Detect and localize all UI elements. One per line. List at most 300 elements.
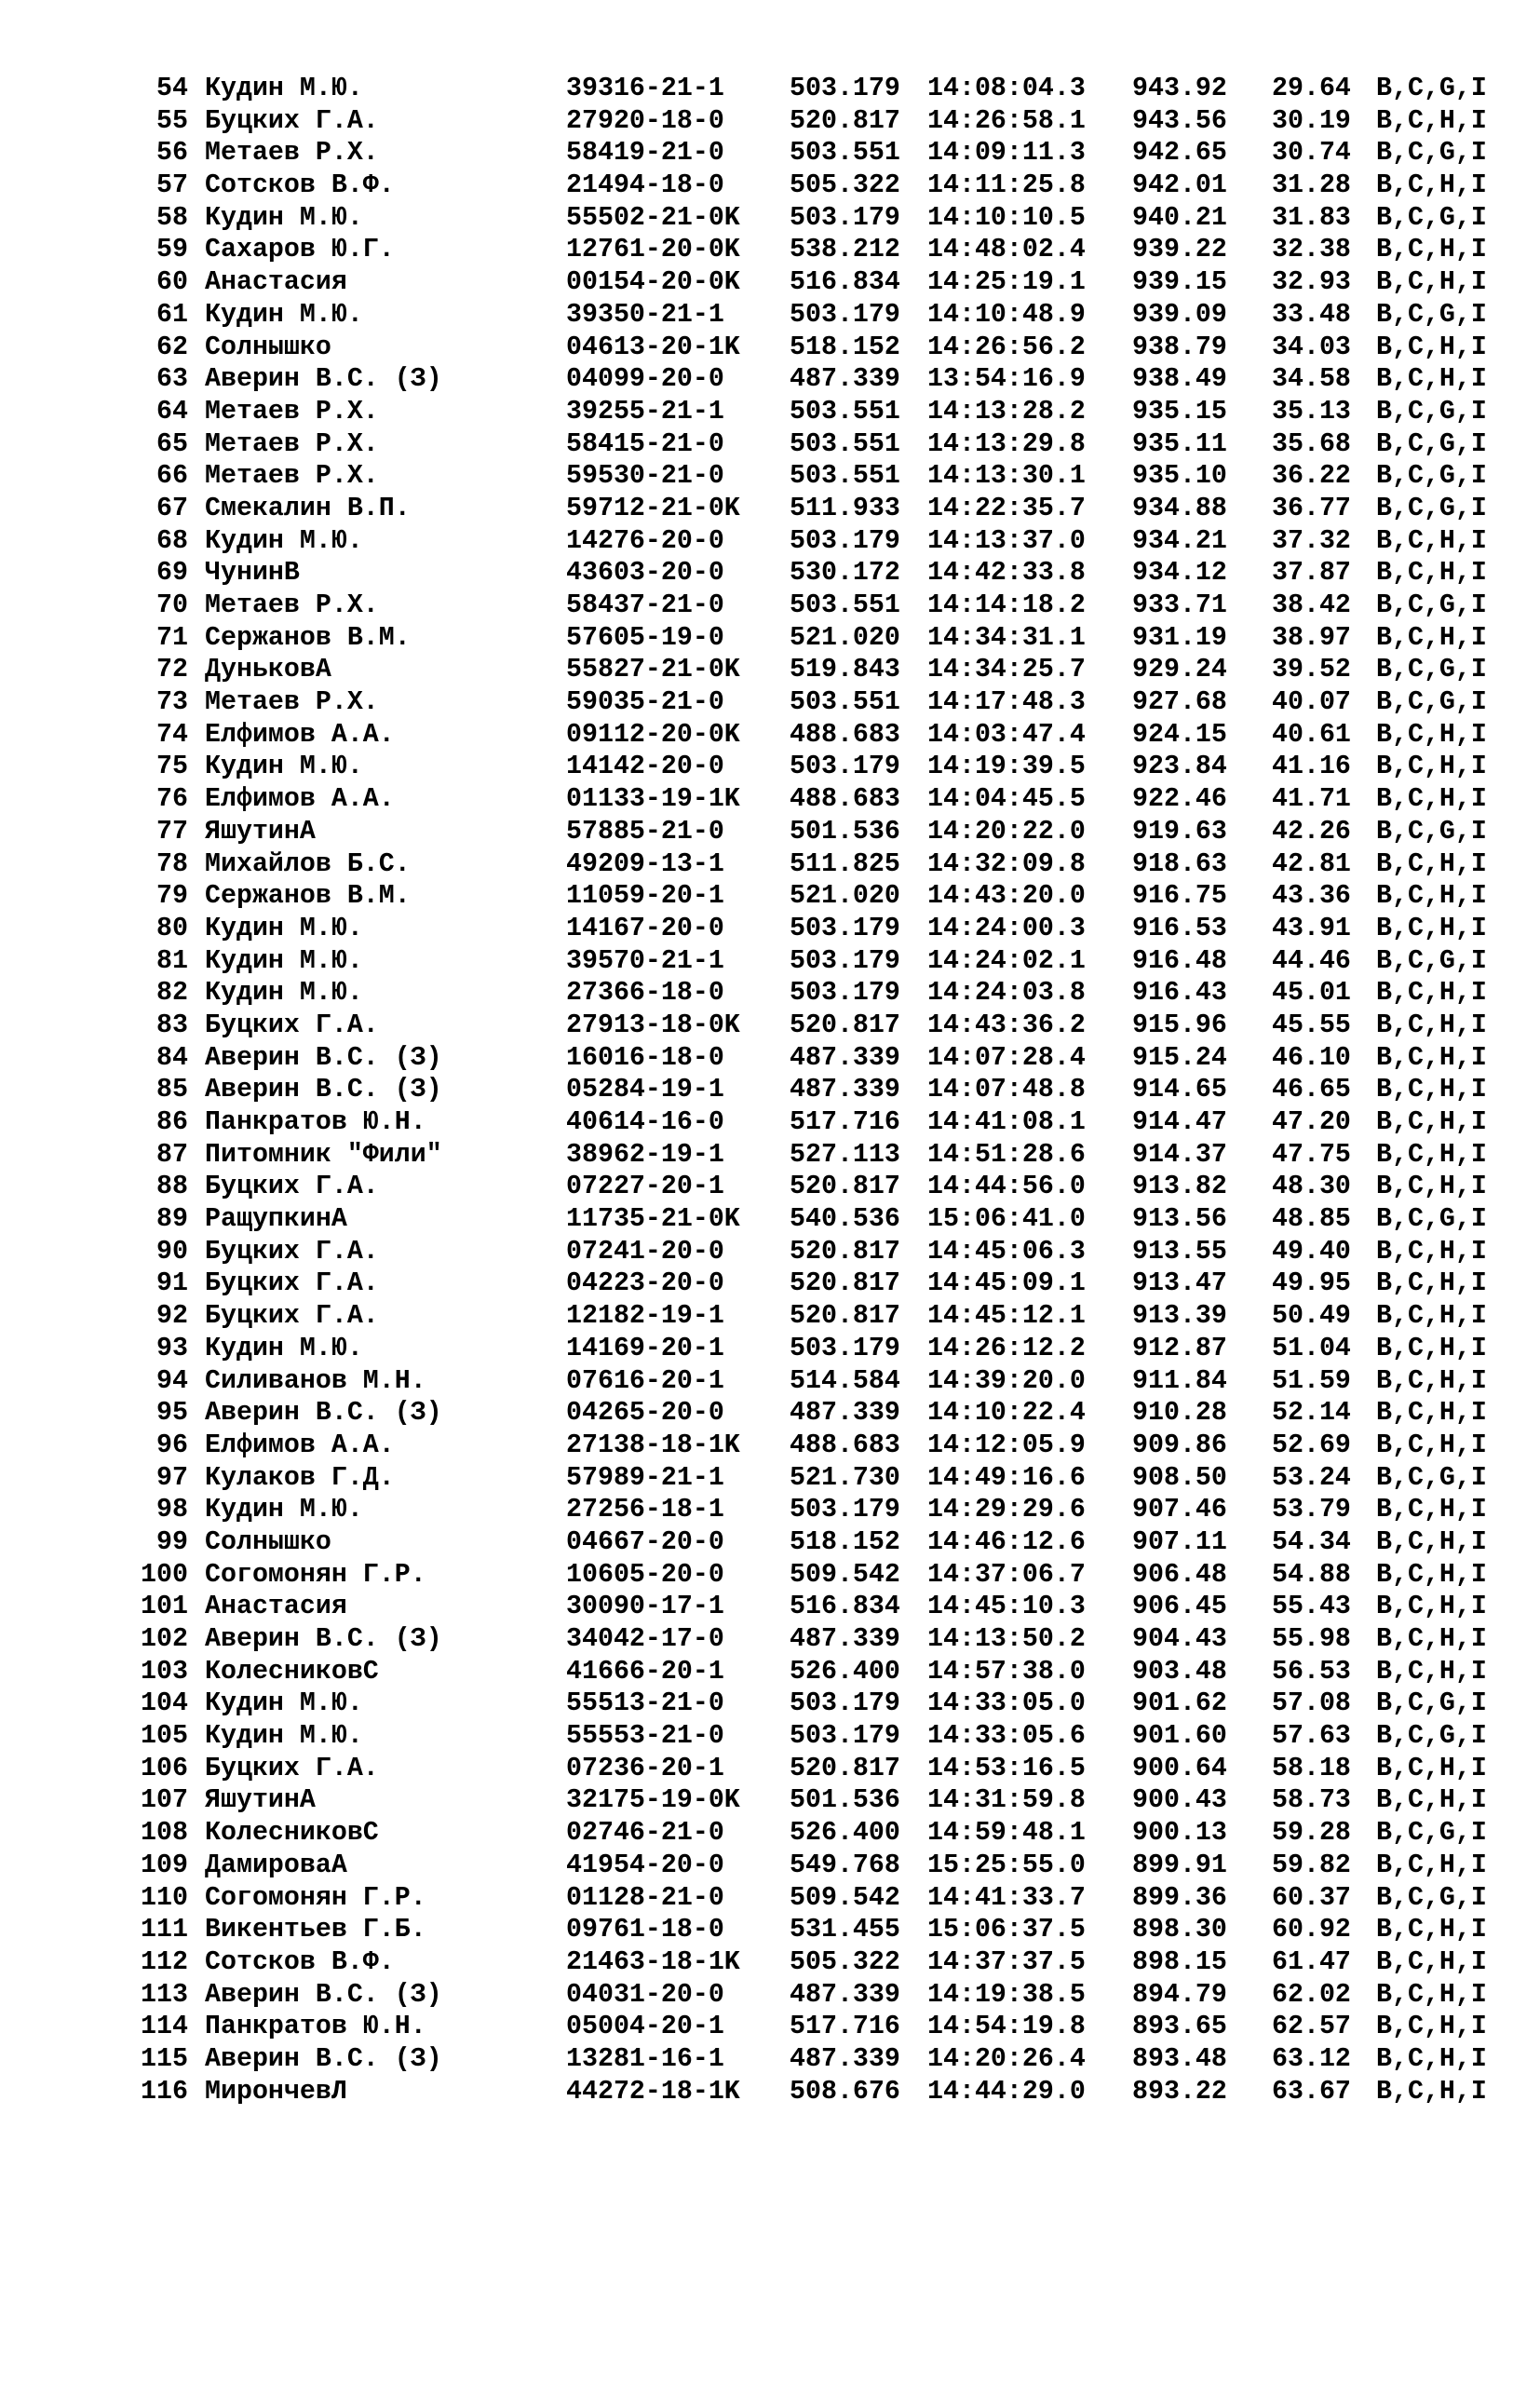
place-cell: 105	[141, 1721, 188, 1752]
flags-cell: B,C,G,I	[1376, 202, 1487, 233]
arrival-time-cell: 14:34:25.7	[927, 655, 1086, 685]
speed-cell: 940.21	[1132, 202, 1227, 233]
speed-cell: 939.15	[1132, 267, 1227, 298]
owner-cell: Кудин М.Ю.	[205, 978, 363, 1009]
table-row	[0, 73, 1540, 105]
distance-cell: 503.179	[790, 299, 900, 330]
flags-cell: B,C,H,I	[1376, 1753, 1487, 1783]
coefficient-cell: 55.98	[1272, 1624, 1351, 1654]
coefficient-cell: 45.01	[1272, 978, 1351, 1009]
coefficient-cell: 44.46	[1272, 945, 1351, 976]
coefficient-cell: 30.19	[1272, 105, 1351, 136]
distance-cell: 520.817	[790, 1753, 900, 1783]
flags-cell: B,C,G,I	[1376, 428, 1487, 459]
distance-cell: 518.152	[790, 1526, 900, 1557]
distance-cell: 503.179	[790, 913, 900, 943]
coefficient-cell: 42.26	[1272, 816, 1351, 847]
table-row	[0, 719, 1540, 752]
table-row	[0, 1042, 1540, 1075]
distance-cell: 488.683	[790, 784, 900, 815]
owner-cell: Анастасия	[205, 267, 347, 298]
distance-cell: 518.152	[790, 332, 900, 362]
arrival-time-cell: 14:37:06.7	[927, 1559, 1086, 1590]
ring-number-cell: 57605-19-0	[566, 622, 724, 653]
owner-cell: Кудин М.Ю.	[205, 202, 363, 233]
owner-cell: Кудин М.Ю.	[205, 945, 363, 976]
speed-cell: 903.48	[1132, 1656, 1227, 1687]
ring-number-cell: 59712-21-0K	[566, 493, 740, 523]
table-row	[0, 1591, 1540, 1623]
distance-cell: 488.683	[790, 1430, 900, 1460]
place-cell: 98	[156, 1495, 188, 1525]
place-cell: 68	[156, 525, 188, 556]
ring-number-cell: 55553-21-0	[566, 1721, 724, 1752]
owner-cell: Кудин М.Ю.	[205, 525, 363, 556]
ring-number-cell: 21463-18-1K	[566, 1946, 740, 1977]
table-row	[0, 2043, 1540, 2076]
flags-cell: B,C,G,I	[1376, 945, 1487, 976]
coefficient-cell: 35.68	[1272, 428, 1351, 459]
arrival-time-cell: 14:24:03.8	[927, 978, 1086, 1009]
arrival-time-cell: 15:06:37.5	[927, 1915, 1086, 1945]
place-cell: 56	[156, 138, 188, 169]
flags-cell: B,C,H,I	[1376, 2012, 1487, 2042]
arrival-time-cell: 14:32:09.8	[927, 848, 1086, 879]
speed-cell: 923.84	[1132, 752, 1227, 782]
ring-number-cell: 55513-21-0	[566, 1688, 724, 1719]
coefficient-cell: 62.02	[1272, 1979, 1351, 2010]
distance-cell: 526.400	[790, 1656, 900, 1687]
place-cell: 67	[156, 493, 188, 523]
ring-number-cell: 43603-20-0	[566, 558, 724, 589]
owner-cell: ЧунинВ	[205, 558, 300, 589]
flags-cell: B,C,H,I	[1376, 1559, 1487, 1590]
arrival-time-cell: 14:29:29.6	[927, 1495, 1086, 1525]
owner-cell: Буцких Г.А.	[205, 1236, 379, 1267]
speed-cell: 924.15	[1132, 719, 1227, 750]
coefficient-cell: 31.83	[1272, 202, 1351, 233]
ring-number-cell: 11735-21-0K	[566, 1204, 740, 1235]
owner-cell: ЯшутинА	[205, 816, 316, 847]
coefficient-cell: 30.74	[1272, 138, 1351, 169]
arrival-time-cell: 14:13:30.1	[927, 461, 1086, 492]
table-row	[0, 525, 1540, 558]
place-cell: 100	[141, 1559, 188, 1590]
coefficient-cell: 53.79	[1272, 1495, 1351, 1525]
arrival-time-cell: 14:10:48.9	[927, 299, 1086, 330]
owner-cell: Буцких Г.А.	[205, 1301, 379, 1332]
owner-cell: Буцких Г.А.	[205, 1753, 379, 1783]
coefficient-cell: 35.13	[1272, 396, 1351, 427]
speed-cell: 934.88	[1132, 493, 1227, 523]
flags-cell: B,C,H,I	[1376, 364, 1487, 395]
arrival-time-cell: 14:37:37.5	[927, 1946, 1086, 1977]
owner-cell: Панкратов Ю.Н.	[205, 1107, 426, 1137]
place-cell: 95	[156, 1398, 188, 1429]
owner-cell: Аверин В.С. (З)	[205, 1075, 442, 1105]
arrival-time-cell: 14:24:02.1	[927, 945, 1086, 976]
owner-cell: Солнышко	[205, 1526, 331, 1557]
distance-cell: 503.179	[790, 525, 900, 556]
coefficient-cell: 51.04	[1272, 1333, 1351, 1363]
flags-cell: B,C,H,I	[1376, 913, 1487, 943]
owner-cell: РащупкинА	[205, 1204, 347, 1235]
place-cell: 90	[156, 1236, 188, 1267]
owner-cell: Буцких Г.А.	[205, 1010, 379, 1040]
flags-cell: B,C,G,I	[1376, 816, 1487, 847]
table-row	[0, 1817, 1540, 1850]
flags-cell: B,C,G,I	[1376, 74, 1487, 103]
distance-cell: 503.551	[790, 428, 900, 459]
speed-cell: 900.43	[1132, 1785, 1227, 1816]
speed-cell: 919.63	[1132, 816, 1227, 847]
speed-cell: 906.48	[1132, 1559, 1227, 1590]
distance-cell: 503.551	[790, 396, 900, 427]
place-cell: 58	[156, 202, 188, 233]
coefficient-cell: 29.64	[1272, 74, 1351, 103]
coefficient-cell: 45.55	[1272, 1010, 1351, 1040]
arrival-time-cell: 14:33:05.0	[927, 1688, 1086, 1719]
speed-cell: 939.22	[1132, 235, 1227, 265]
speed-cell: 931.19	[1132, 622, 1227, 653]
owner-cell: Метаев Р.Х.	[205, 138, 379, 169]
flags-cell: B,C,H,I	[1376, 1495, 1487, 1525]
ring-number-cell: 16016-18-0	[566, 1042, 724, 1073]
speed-cell: 916.75	[1132, 881, 1227, 912]
table-row	[0, 751, 1540, 783]
distance-cell: 487.339	[790, 364, 900, 395]
table-row	[0, 590, 1540, 622]
ring-number-cell: 10605-20-0	[566, 1559, 724, 1590]
ring-number-cell: 12761-20-0K	[566, 235, 740, 265]
arrival-time-cell: 14:44:29.0	[927, 2076, 1086, 2107]
arrival-time-cell: 14:46:12.6	[927, 1526, 1086, 1557]
coefficient-cell: 50.49	[1272, 1301, 1351, 1332]
ring-number-cell: 07227-20-1	[566, 1172, 724, 1202]
arrival-time-cell: 14:45:09.1	[927, 1268, 1086, 1299]
coefficient-cell: 52.14	[1272, 1398, 1351, 1429]
ring-number-cell: 27913-18-0K	[566, 1010, 740, 1040]
table-row	[0, 945, 1540, 978]
flags-cell: B,C,G,I	[1376, 1462, 1487, 1493]
table-row	[0, 1010, 1540, 1042]
arrival-time-cell: 14:13:29.8	[927, 428, 1086, 459]
arrival-time-cell: 14:41:08.1	[927, 1107, 1086, 1137]
table-row	[0, 557, 1540, 590]
arrival-time-cell: 14:08:04.3	[927, 74, 1086, 103]
distance-cell: 501.536	[790, 1785, 900, 1816]
owner-cell: Викентьев Г.Б.	[205, 1915, 426, 1945]
coefficient-cell: 39.52	[1272, 655, 1351, 685]
place-cell: 81	[156, 945, 188, 976]
ring-number-cell: 59530-21-0	[566, 461, 724, 492]
table-row	[0, 816, 1540, 848]
speed-cell: 935.15	[1132, 396, 1227, 427]
distance-cell: 516.834	[790, 1592, 900, 1622]
speed-cell: 899.91	[1132, 1850, 1227, 1880]
owner-cell: Кудин М.Ю.	[205, 74, 363, 103]
coefficient-cell: 38.42	[1272, 590, 1351, 620]
flags-cell: B,C,H,I	[1376, 2076, 1487, 2107]
place-cell: 55	[156, 105, 188, 136]
distance-cell: 511.825	[790, 848, 900, 879]
arrival-time-cell: 14:07:28.4	[927, 1042, 1086, 1073]
ring-number-cell: 41666-20-1	[566, 1656, 724, 1687]
owner-cell: Метаев Р.Х.	[205, 461, 379, 492]
speed-cell: 914.47	[1132, 1107, 1227, 1137]
place-cell: 87	[156, 1139, 188, 1170]
speed-cell: 899.36	[1132, 1882, 1227, 1913]
owner-cell: Метаев Р.Х.	[205, 590, 379, 620]
table-row	[0, 234, 1540, 266]
distance-cell: 508.676	[790, 2076, 900, 2107]
coefficient-cell: 54.34	[1272, 1526, 1351, 1557]
flags-cell: B,C,H,I	[1376, 1946, 1487, 1977]
place-cell: 60	[156, 267, 188, 298]
place-cell: 114	[141, 2012, 188, 2042]
flags-cell: B,C,H,I	[1376, 719, 1487, 750]
distance-cell: 517.716	[790, 2012, 900, 2042]
place-cell: 96	[156, 1430, 188, 1460]
flags-cell: B,C,H,I	[1376, 1624, 1487, 1654]
arrival-time-cell: 14:43:20.0	[927, 881, 1086, 912]
ring-number-cell: 04223-20-0	[566, 1268, 724, 1299]
speed-cell: 910.28	[1132, 1398, 1227, 1429]
flags-cell: B,C,H,I	[1376, 881, 1487, 912]
owner-cell: КолесниковС	[205, 1818, 379, 1849]
flags-cell: B,C,H,I	[1376, 978, 1487, 1009]
arrival-time-cell: 14:09:11.3	[927, 138, 1086, 169]
arrival-time-cell: 14:44:56.0	[927, 1172, 1086, 1202]
distance-cell: 501.536	[790, 816, 900, 847]
flags-cell: B,C,H,I	[1376, 1979, 1487, 2010]
table-row	[0, 622, 1540, 655]
arrival-time-cell: 14:04:45.5	[927, 784, 1086, 815]
distance-cell: 520.817	[790, 1236, 900, 1267]
coefficient-cell: 34.58	[1272, 364, 1351, 395]
ring-number-cell: 07236-20-1	[566, 1753, 724, 1783]
speed-cell: 913.82	[1132, 1172, 1227, 1202]
owner-cell: Сержанов В.М.	[205, 881, 411, 912]
flags-cell: B,C,G,I	[1376, 299, 1487, 330]
distance-cell: 520.817	[790, 1268, 900, 1299]
arrival-time-cell: 14:12:05.9	[927, 1430, 1086, 1460]
coefficient-cell: 57.63	[1272, 1721, 1351, 1752]
speed-cell: 934.21	[1132, 525, 1227, 556]
table-row	[0, 1171, 1540, 1203]
coefficient-cell: 48.30	[1272, 1172, 1351, 1202]
coefficient-cell: 62.57	[1272, 2012, 1351, 2042]
flags-cell: B,C,G,I	[1376, 590, 1487, 620]
place-cell: 94	[156, 1365, 188, 1396]
distance-cell: 487.339	[790, 1075, 900, 1105]
table-row	[0, 363, 1540, 396]
arrival-time-cell: 14:45:12.1	[927, 1301, 1086, 1332]
coefficient-cell: 63.12	[1272, 2043, 1351, 2074]
owner-cell: Кулаков Г.Д.	[205, 1462, 395, 1493]
table-row	[0, 2076, 1540, 2108]
coefficient-cell: 36.22	[1272, 461, 1351, 492]
table-row	[0, 913, 1540, 945]
table-row	[0, 654, 1540, 686]
ring-number-cell: 00154-20-0K	[566, 267, 740, 298]
ring-number-cell: 13281-16-1	[566, 2043, 724, 2074]
coefficient-cell: 58.18	[1272, 1753, 1351, 1783]
owner-cell: Аверин В.С. (З)	[205, 2043, 442, 2074]
table-row	[0, 1687, 1540, 1720]
table-row	[0, 1623, 1540, 1656]
distance-cell: 503.179	[790, 1688, 900, 1719]
flags-cell: B,C,H,I	[1376, 1850, 1487, 1880]
coefficient-cell: 32.38	[1272, 235, 1351, 265]
place-cell: 103	[141, 1656, 188, 1687]
speed-cell: 914.37	[1132, 1139, 1227, 1170]
table-row	[0, 396, 1540, 428]
flags-cell: B,C,H,I	[1376, 1042, 1487, 1073]
distance-cell: 487.339	[790, 1398, 900, 1429]
owner-cell: Буцких Г.А.	[205, 105, 379, 136]
flags-cell: B,C,H,I	[1376, 525, 1487, 556]
distance-cell: 540.536	[790, 1204, 900, 1235]
ring-number-cell: 58437-21-0	[566, 590, 724, 620]
distance-cell: 527.113	[790, 1139, 900, 1170]
table-row	[0, 2011, 1540, 2043]
ring-number-cell: 07241-20-0	[566, 1236, 724, 1267]
ring-number-cell: 11059-20-1	[566, 881, 724, 912]
speed-cell: 898.15	[1132, 1946, 1227, 1977]
arrival-time-cell: 14:19:38.5	[927, 1979, 1086, 2010]
speed-cell: 907.11	[1132, 1526, 1227, 1557]
arrival-time-cell: 14:45:10.3	[927, 1592, 1086, 1622]
owner-cell: Елфимов А.А.	[205, 784, 395, 815]
speed-cell: 916.53	[1132, 913, 1227, 943]
ring-number-cell: 44272-18-1K	[566, 2076, 740, 2107]
speed-cell: 894.79	[1132, 1979, 1227, 2010]
coefficient-cell: 56.53	[1272, 1656, 1351, 1687]
coefficient-cell: 46.10	[1272, 1042, 1351, 1073]
place-cell: 108	[141, 1818, 188, 1849]
ring-number-cell: 55502-21-0K	[566, 202, 740, 233]
place-cell: 75	[156, 752, 188, 782]
place-cell: 72	[156, 655, 188, 685]
ring-number-cell: 49209-13-1	[566, 848, 724, 879]
table-row	[0, 137, 1540, 169]
speed-cell: 898.30	[1132, 1915, 1227, 1945]
distance-cell: 503.179	[790, 945, 900, 976]
place-cell: 97	[156, 1462, 188, 1493]
arrival-time-cell: 14:10:10.5	[927, 202, 1086, 233]
flags-cell: B,C,H,I	[1376, 1010, 1487, 1040]
place-cell: 54	[156, 74, 188, 103]
ring-number-cell: 14167-20-0	[566, 913, 724, 943]
ring-number-cell: 34042-17-0	[566, 1624, 724, 1654]
table-row	[0, 1267, 1540, 1300]
place-cell: 66	[156, 461, 188, 492]
owner-cell: Кудин М.Ю.	[205, 1721, 363, 1752]
arrival-time-cell: 14:14:18.2	[927, 590, 1086, 620]
arrival-time-cell: 14:13:37.0	[927, 525, 1086, 556]
flags-cell: B,C,G,I	[1376, 1818, 1487, 1849]
flags-cell: B,C,H,I	[1376, 1139, 1487, 1170]
place-cell: 71	[156, 622, 188, 653]
speed-cell: 893.65	[1132, 2012, 1227, 2042]
distance-cell: 487.339	[790, 1979, 900, 2010]
arrival-time-cell: 14:45:06.3	[927, 1236, 1086, 1267]
flags-cell: B,C,H,I	[1376, 1075, 1487, 1105]
speed-cell: 915.24	[1132, 1042, 1227, 1073]
arrival-time-cell: 14:33:05.6	[927, 1721, 1086, 1752]
coefficient-cell: 63.67	[1272, 2076, 1351, 2107]
place-cell: 73	[156, 687, 188, 718]
place-cell: 64	[156, 396, 188, 427]
table-row	[0, 1300, 1540, 1333]
table-row	[0, 1397, 1540, 1430]
flags-cell: B,C,G,I	[1376, 687, 1487, 718]
distance-cell: 503.551	[790, 590, 900, 620]
table-row	[0, 1784, 1540, 1817]
place-cell: 69	[156, 558, 188, 589]
flags-cell: B,C,H,I	[1376, 2043, 1487, 2074]
table-row	[0, 1850, 1540, 1882]
table-row	[0, 299, 1540, 332]
table-row	[0, 332, 1540, 364]
speed-cell: 943.56	[1132, 105, 1227, 136]
arrival-time-cell: 14:03:47.4	[927, 719, 1086, 750]
flags-cell: B,C,H,I	[1376, 1785, 1487, 1816]
speed-cell: 913.39	[1132, 1301, 1227, 1332]
table-row	[0, 1979, 1540, 2012]
speed-cell: 907.46	[1132, 1495, 1227, 1525]
place-cell: 82	[156, 978, 188, 1009]
ring-number-cell: 58419-21-0	[566, 138, 724, 169]
coefficient-cell: 51.59	[1272, 1365, 1351, 1396]
coefficient-cell: 53.24	[1272, 1462, 1351, 1493]
table-row	[0, 1882, 1540, 1915]
place-cell: 89	[156, 1204, 188, 1235]
distance-cell: 519.843	[790, 655, 900, 685]
speed-cell: 913.47	[1132, 1268, 1227, 1299]
owner-cell: Метаев Р.Х.	[205, 396, 379, 427]
coefficient-cell: 37.32	[1272, 525, 1351, 556]
arrival-time-cell: 15:06:41.0	[927, 1204, 1086, 1235]
owner-cell: КолесниковС	[205, 1656, 379, 1687]
ring-number-cell: 39350-21-1	[566, 299, 724, 330]
place-cell: 110	[141, 1882, 188, 1913]
place-cell: 76	[156, 784, 188, 815]
distance-cell: 503.179	[790, 978, 900, 1009]
distance-cell: 505.322	[790, 170, 900, 201]
ring-number-cell: 07616-20-1	[566, 1365, 724, 1396]
place-cell: 70	[156, 590, 188, 620]
ring-number-cell: 57885-21-0	[566, 816, 724, 847]
table-row	[0, 1720, 1540, 1753]
table-row	[0, 202, 1540, 235]
table-row	[0, 1333, 1540, 1365]
ring-number-cell: 27366-18-0	[566, 978, 724, 1009]
table-row	[0, 1203, 1540, 1236]
flags-cell: B,C,G,I	[1376, 396, 1487, 427]
coefficient-cell: 41.71	[1272, 784, 1351, 815]
flags-cell: B,C,G,I	[1376, 655, 1487, 685]
speed-cell: 922.46	[1132, 784, 1227, 815]
coefficient-cell: 43.91	[1272, 913, 1351, 943]
owner-cell: Кудин М.Ю.	[205, 299, 363, 330]
ring-number-cell: 27138-18-1K	[566, 1430, 740, 1460]
coefficient-cell: 49.95	[1272, 1268, 1351, 1299]
speed-cell: 916.43	[1132, 978, 1227, 1009]
coefficient-cell: 41.16	[1272, 752, 1351, 782]
ring-number-cell: 02746-21-0	[566, 1818, 724, 1849]
